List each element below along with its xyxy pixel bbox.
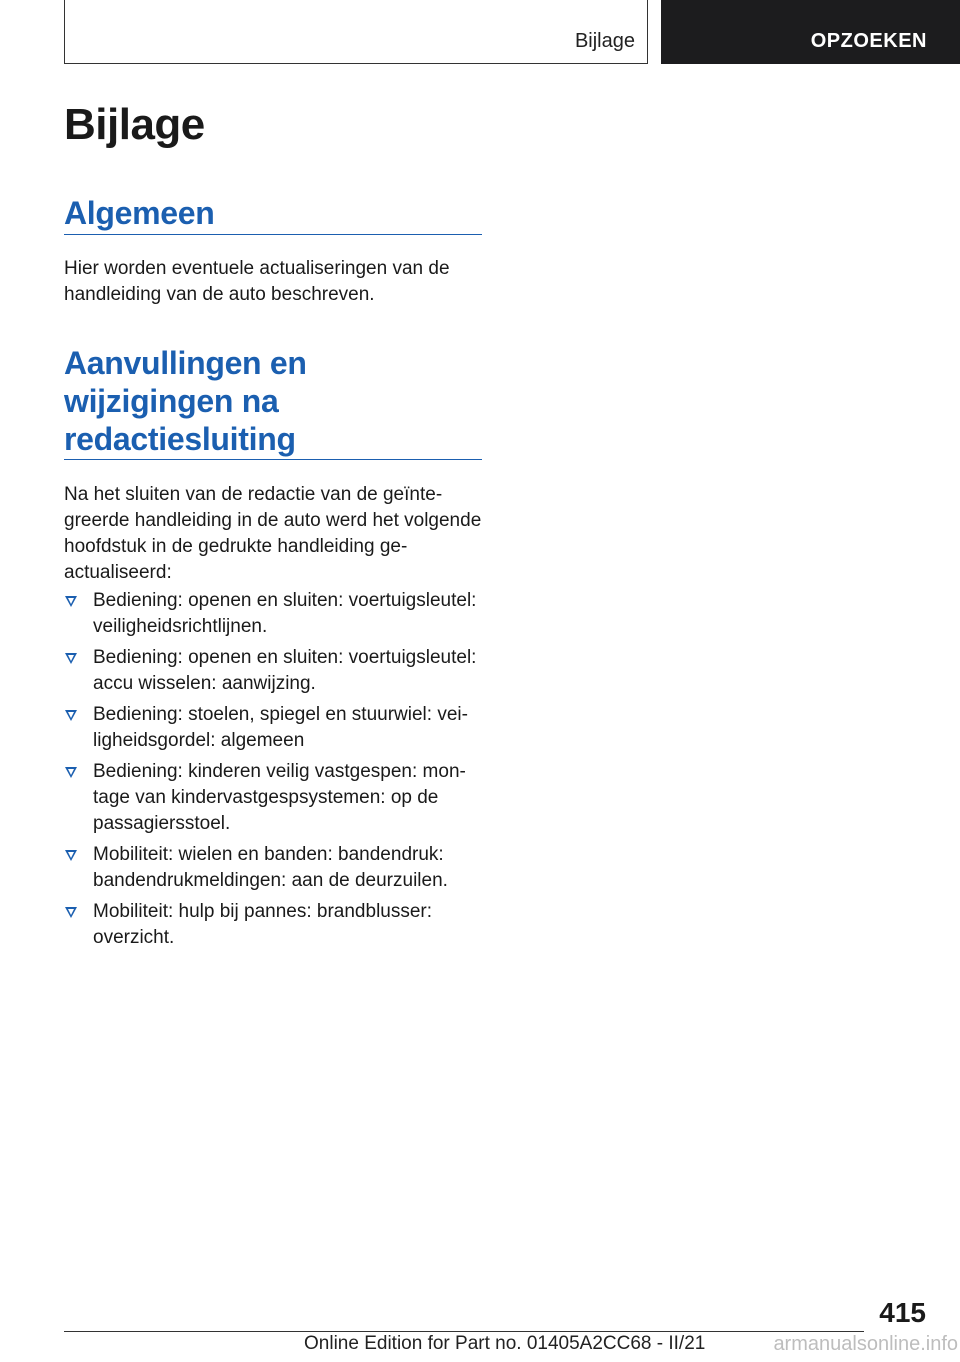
triangle-down-icon (65, 653, 77, 664)
list-item (64, 588, 482, 640)
list-item (64, 842, 482, 894)
triangle-down-icon (65, 767, 77, 778)
page-title: Bijlage (64, 100, 205, 149)
list-item (64, 759, 482, 837)
list-item-text: Mobiliteit: hulp bij pannes: brandblusser: overzicht. (93, 901, 433, 948)
section-divider (64, 234, 482, 235)
heading-line: Aanvullingen en (64, 345, 307, 381)
triangle-down-icon (65, 850, 77, 861)
list-item (64, 702, 482, 754)
list-item-text: Bediening: kinderen veilig vastgespen: montage van kindervastgespsystemen: op de passagiersstoel. (93, 761, 466, 834)
list-item (64, 645, 482, 697)
section-divider (64, 459, 482, 460)
watermark: armanualsonline.info (773, 1333, 958, 1355)
header-section-label: Bijlage (574, 30, 635, 52)
footer-divider (64, 1331, 864, 1332)
list-item-text: Bediening: stoelen, spiegel en stuurwiel: veiligheidsgordel: algemeen (93, 704, 468, 751)
page-number: 415 (879, 1297, 926, 1328)
triangle-down-icon (65, 596, 77, 607)
list-item-text: Bediening: openen en sluiten: voertuigsleutel: accu wisselen: aanwijzing. (93, 647, 477, 694)
section-heading-aanvullingen (64, 344, 307, 458)
list-item-text: Mobiliteit: wielen en banden: bandendruk: bandendrukmeldingen: aan de deurzuilen. (93, 844, 448, 891)
header-tab-label: OPZOEKEN (810, 30, 927, 52)
heading-line: wijzigingen na (64, 383, 279, 419)
list-item (64, 899, 482, 951)
list-item-text: Bediening: openen en sluiten: voertuigsleutel: veiligheidsrichtlijnen. (93, 590, 477, 637)
triangle-down-icon (65, 710, 77, 721)
heading-line: redactiesluiting (64, 421, 296, 457)
section-heading-algemeen: Algemeen (64, 195, 215, 231)
header-frame (64, 0, 648, 64)
triangle-down-icon (65, 907, 77, 918)
section-paragraph: Na het sluiten van de redactie van de geïntegreerde handleiding in de auto werd het volgende hoofdstuk in de gedrukte handleiding geactualiseerd: (64, 484, 482, 583)
update-list (64, 588, 482, 956)
section-paragraph: Hier worden eventuele actualiseringen van de handleiding van de auto beschreven. (64, 258, 450, 305)
header-tab-opzoeken[interactable] (661, 0, 960, 64)
footer-edition: Online Edition for Part no. 01405A2CC68 - II/21 (304, 1333, 706, 1354)
